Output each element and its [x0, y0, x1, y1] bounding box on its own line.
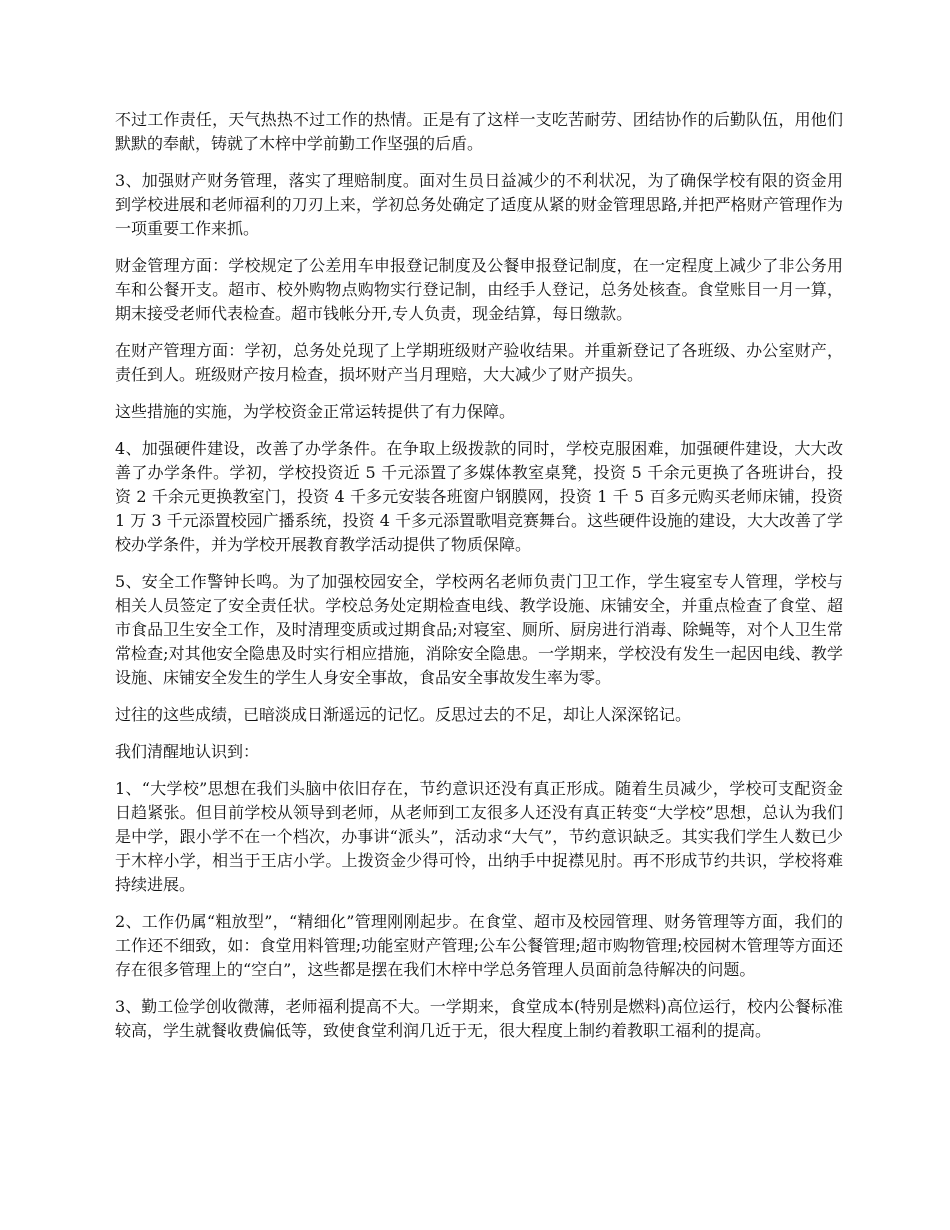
paragraph-6: 4、加强硬件建设，改善了办学条件。在争取上级拨款的同时，学校克服困难，加强硬件建设，大大改善了办学条件。学初，学校投资近 5 千元添置了多媒体教室桌凳，投资 5 千余元更换了各班讲台，投资 2 千余元更换教室门，投资 4 千多元安装各班窗户钢膜网，投资 1 千 5 百多元购买老师床铺，投资 1 万 3 千元添置校园广播系统，投资 4 千多元添置歌唱竞赛舞台。这些硬件设施的建设，大大改善了学校办学条件，并为学校开展教育教学活动提供了物质保障。 — [115, 439, 843, 554]
document-page — [115, 108, 843, 1056]
paragraph-1: 不过工作责任，天气热热不过工作的热情。正是有了这样一支吃苦耐劳、团结协作的后勤队伍，用他们默默的奉献，铸就了木梓中学前勤工作坚强的后盾。 — [115, 110, 843, 153]
paragraph-4: 在财产管理方面：学初，总务处兑现了上学期班级财产验收结果。并重新登记了各班级、办公室财产，责任到人。班级财产按月检查，损坏财产当月理赔，大大减少了财产损失。 — [115, 341, 843, 384]
paragraph-7: 5、安全工作警钟长鸣。为了加强校园安全，学校两名老师负责门卫工作，学生寝室专人管理，学校与相关人员签定了安全责任状。学校总务处定期检查电线、教学设施、床铺安全，并重点检查了食堂、超市食品卫生安全工作，及时清理变质或过期食品;对寝室、厕所、厨房进行消毒、除蝇等，对个人卫生常常检查;对其他安全隐患及时实行相应措施，消除安全隐患。一学期来，学校没有发生一起因电线、教学设施、床铺安全发生的学生人身安全事故，食品安全事故发生率为零。 — [115, 572, 843, 687]
paragraph-2: 3、加强财产财务管理，落实了理赔制度。面对生员日益减少的不利状况，为了确保学校有限的资金用到学校进展和老师福利的刀刃上来，学初总务处确定了适度从紧的财金管理思路,并把严格财产管理作为一项重要工作来抓。 — [115, 171, 843, 238]
paragraph-11: 2、工作仍属“粗放型”，“精细化”管理刚刚起步。在食堂、超市及校园管理、财务管理等方面，我们的工作还不细致，如：食堂用料管理;功能室财产管理;公车公餐管理;超市购物管理;校园树木管理等方面还存在很多管理上的“空白”，这些都是摆在我们木梓中学总务管理人员面前急待解决的问题。 — [115, 912, 843, 979]
paragraph-8: 过往的这些成绩，已暗淡成日渐遥远的记忆。反思过去的不足，却让人深深铭记。 — [115, 705, 692, 724]
paragraph-5: 这些措施的实施，为学校资金正常运转提供了有力保障。 — [115, 402, 516, 421]
paragraph-12: 3、勤工俭学创收微薄，老师福利提高不大。一学期来，食堂成本(特别是燃料)高位运行，校内公餐标准较高，学生就餐收费偏低等，致使食堂利润几近于无，很大程度上制约着教职工福利的提高。 — [115, 997, 843, 1040]
paragraph-10: 1、“大学校”思想在我们头脑中依旧存在，节约意识还没有真正形成。随着生员减少，学校可支配资金日趋紧张。但目前学校从领导到老师，从老师到工友很多人还没有真正转变“大学校”思想，总认为我们是中学，跟小学不在一个档次，办事讲“派头”，活动求“大气”，节约意识缺乏。其实我们学生人数已少于木梓小学，相当于王店小学。上拨资金少得可怜，出纳手中捉襟见肘。再不形成节约共识，学校将难持续进展。 — [115, 779, 843, 894]
paragraph-3: 财金管理方面：学校规定了公差用车申报登记制度及公餐申报登记制度，在一定程度上减少了非公务用车和公餐开支。超市、校外购物点购物实行登记制，由经手人登记，总务处核查。食堂账目一月一算，期末接受老师代表检查。超市钱帐分开,专人负责，现金结算，每日缴款。 — [115, 256, 843, 323]
paragraph-9: 我们清醒地认识到： — [115, 742, 260, 761]
